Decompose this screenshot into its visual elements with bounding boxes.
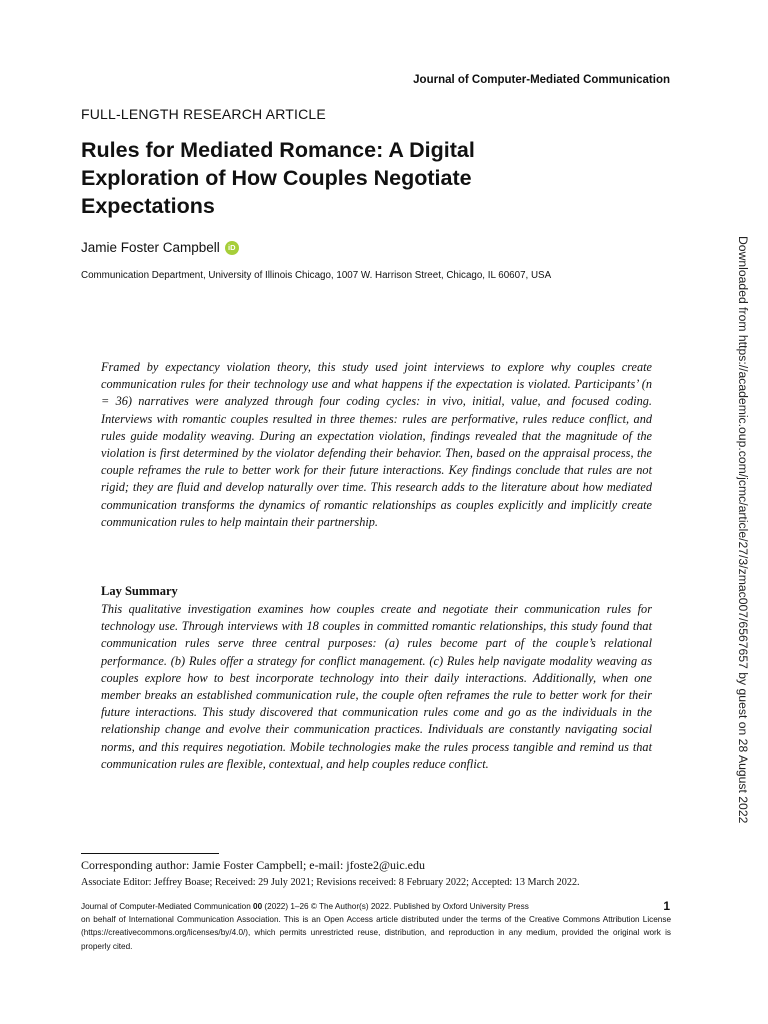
corresponding-author: Corresponding author: Jamie Foster Campbell; e-mail: jfoste2@uic.edu: [81, 858, 425, 872]
author-row: [81, 240, 239, 255]
page-number: 1: [663, 899, 670, 913]
title-line: Rules for Mediated Romance: A Digital: [81, 138, 475, 162]
lay-summary-heading: Lay Summary: [101, 584, 178, 598]
article-type: FULL-LENGTH RESEARCH ARTICLE: [81, 106, 326, 122]
citation-prefix: Journal of Computer-Mediated Communication: [81, 902, 254, 911]
editor-dates: Associate Editor: Jeffrey Boase; Received: 29 July 2021; Revisions received: 8 February 2022; Accepted: 13 March 2022.: [81, 877, 580, 888]
abstract-text: Framed by expectancy violation theory, this study used joint interviews to explore why couples create communication rules for their technology use and what happens if the expectation is violated. Participants’ (n = 36) narratives were analyzed through four coding cycles: in vivo, initial, value, and focused coding. Interviews with romantic couples resulted in three themes: rules are performative, rules reduce conflict, and rules guide modality weaving. During an expectation violation, findings revealed that the magnitude of the violation is first determined by the violator defending their behavior. Then, based on the appraisal process, the couple reframes the rule to better work for their future interactions. Key findings conclude that rules are not rigid; they are fluid and develop naturally over time. This research adds to the literature about how mediated communication transforms the dynamics of romantic relationships as couples explicitly and implicitly create communication rules to help maintain their partnership.: [101, 360, 652, 529]
citation-suffix: (2022) 1–26 © The Author(s) 2022. Published by Oxford University Press: [262, 902, 529, 911]
article-title: [81, 136, 601, 220]
author-name: Jamie Foster Campbell: [81, 240, 220, 255]
copyright-notice: [81, 900, 671, 953]
volume-number: 00: [253, 902, 263, 911]
lay-summary-text: This qualitative investigation examines how couples create and negotiate their communication rules for technology use. Through interviews with 18 couples in committed romantic relationships, this study found that communication rules serve three central purposes: (a) rules become part of the couple’s relational performance. (b) Rules offer a strategy for conflict management. (c) Rules help navigate modality weaving as couples explore how to best incorporate technology into their daily interactions. Additionally, when one member breaks an established communication rule, the couple often reframes the rule to better work for their future interactions. This study discovered that communication rules come and go as the individuals in the relationship change and evolve their communication practices. Individuals are constantly navigating social norms, and this requires negotiation. Mobile technologies make the rules process tangible and remind us that communication rules are flexible, contextual, and help couples reduce conflict.: [101, 602, 652, 771]
orcid-icon[interactable]: iD: [225, 241, 239, 255]
title-line: Expectations: [81, 194, 215, 218]
license-text: on behalf of International Communication Association. This is an Open Access article distributed under the terms of the Creative Commons Attribution License (https://creativecommons.org/licenses/by/4.0/), which permits unrestricted reuse, distribution, and reproduction in any medium, provided the original work is properly cited.: [81, 915, 671, 951]
title-line: Exploration of How Couples Negotiate: [81, 166, 472, 190]
journal-header: Journal of Computer-Mediated Communication: [413, 74, 670, 86]
download-watermark: Downloaded from https://academic.oup.com/jcmc/article/27/3/zmac007/6567657 by guest on 28 August 2022: [736, 236, 750, 824]
affiliation: Communication Department, University of Illinois Chicago, 1007 W. Harrison Street, Chicago, IL 60607, USA: [81, 270, 552, 281]
footnote-divider: [81, 853, 219, 854]
